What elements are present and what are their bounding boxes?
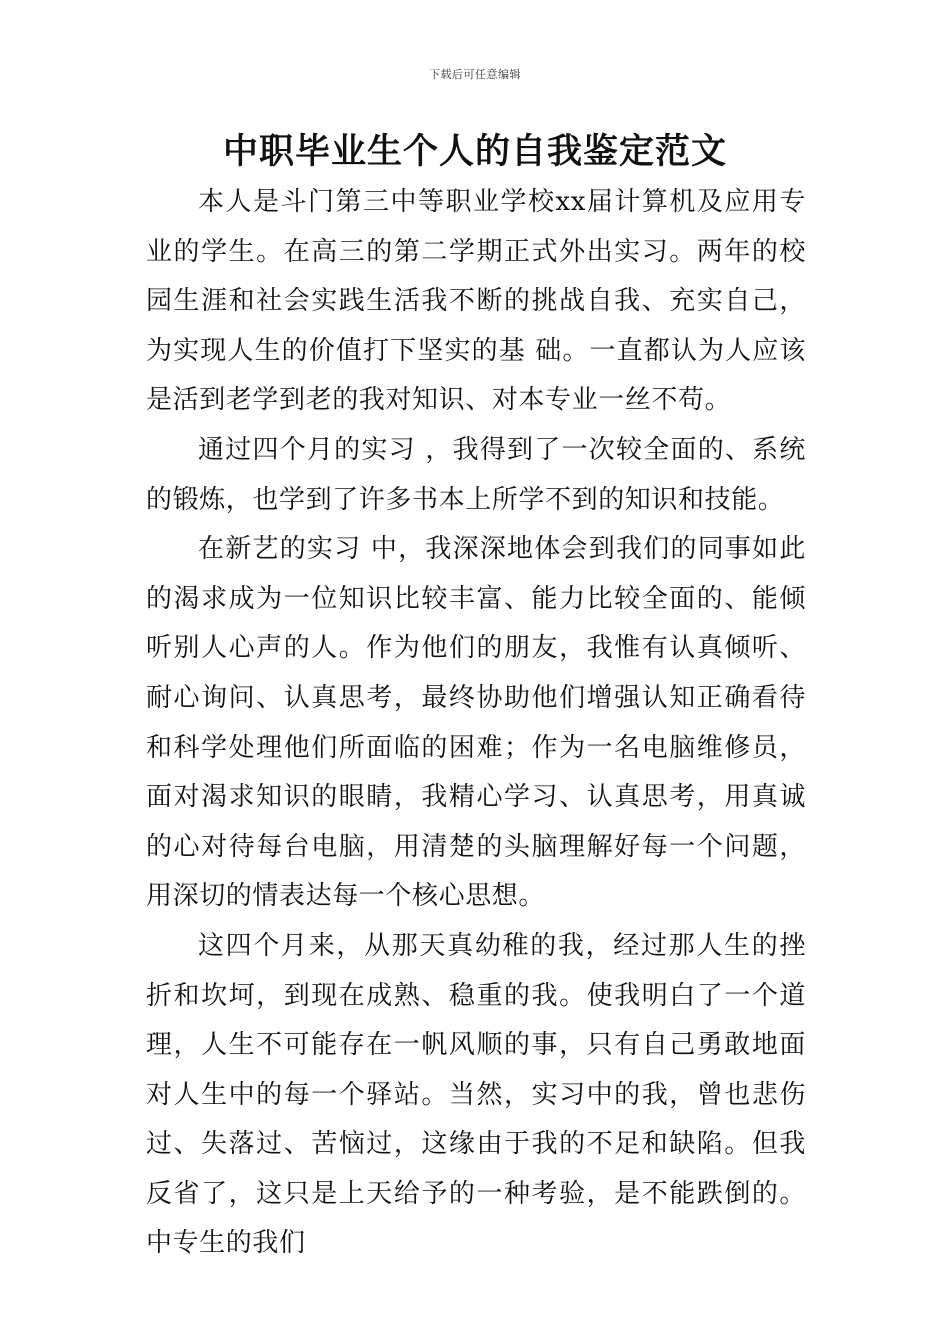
paragraph-2: 通过四个月的实习 ，我得到了一次较全面的、系统的锻炼，也学到了许多书本上所学不到的知识和技能。 <box>146 434 806 515</box>
header-note: 下载后可任意编辑 <box>429 68 521 81</box>
paragraph-1: 本人是斗门第三中等职业学校xx届计算机及应用专业的学生。在高三的第二学期正式外出实习。两年的校园生涯和社会实践生活我不断的挑战自我、充实自己，为实现人生的价值打下坚实的基 础。一直都认为人应该是活到老学到老的我对知识、对本专业一丝不苟。 <box>146 187 806 416</box>
paragraph-3: 在新艺的实习 中，我深深地体会到我们的同事如此的渴求成为一位知识比较丰富、能力比较全面的、能倾听别人心声的人。作为他们的朋友，我惟有认真倾听、耐心询问、认真思考，最终协助他们增强认知正确看待和科学处理他们所面临的困难；作为一名电脑维修员，面对渴求知识的眼睛，我精心学习、认真思考，用真诚的心对待每台电脑，用清楚的头脑理解好每一个问题，用深切的情表达每一个核心思想。 <box>146 534 806 912</box>
document-title: 中职毕业生个人的自我鉴定范文 <box>222 132 727 172</box>
document-body <box>146 178 806 1269</box>
paragraph-4: 这四个月来，从那天真幼稚的我，经过那人生的挫折和坎坷，到现在成熟、稳重的我。使我明白了一个道理，人生不可能存在一帆风顺的事，只有自己勇敢地面对人生中的每一个驿站。当然，实习中的我，曾也悲伤过、失落过、苦恼过，这缘由于我的不足和缺陷。但我反省了，这只是上天给予的一种考验，是不能跌倒的。中专生的我们 <box>146 930 806 1259</box>
